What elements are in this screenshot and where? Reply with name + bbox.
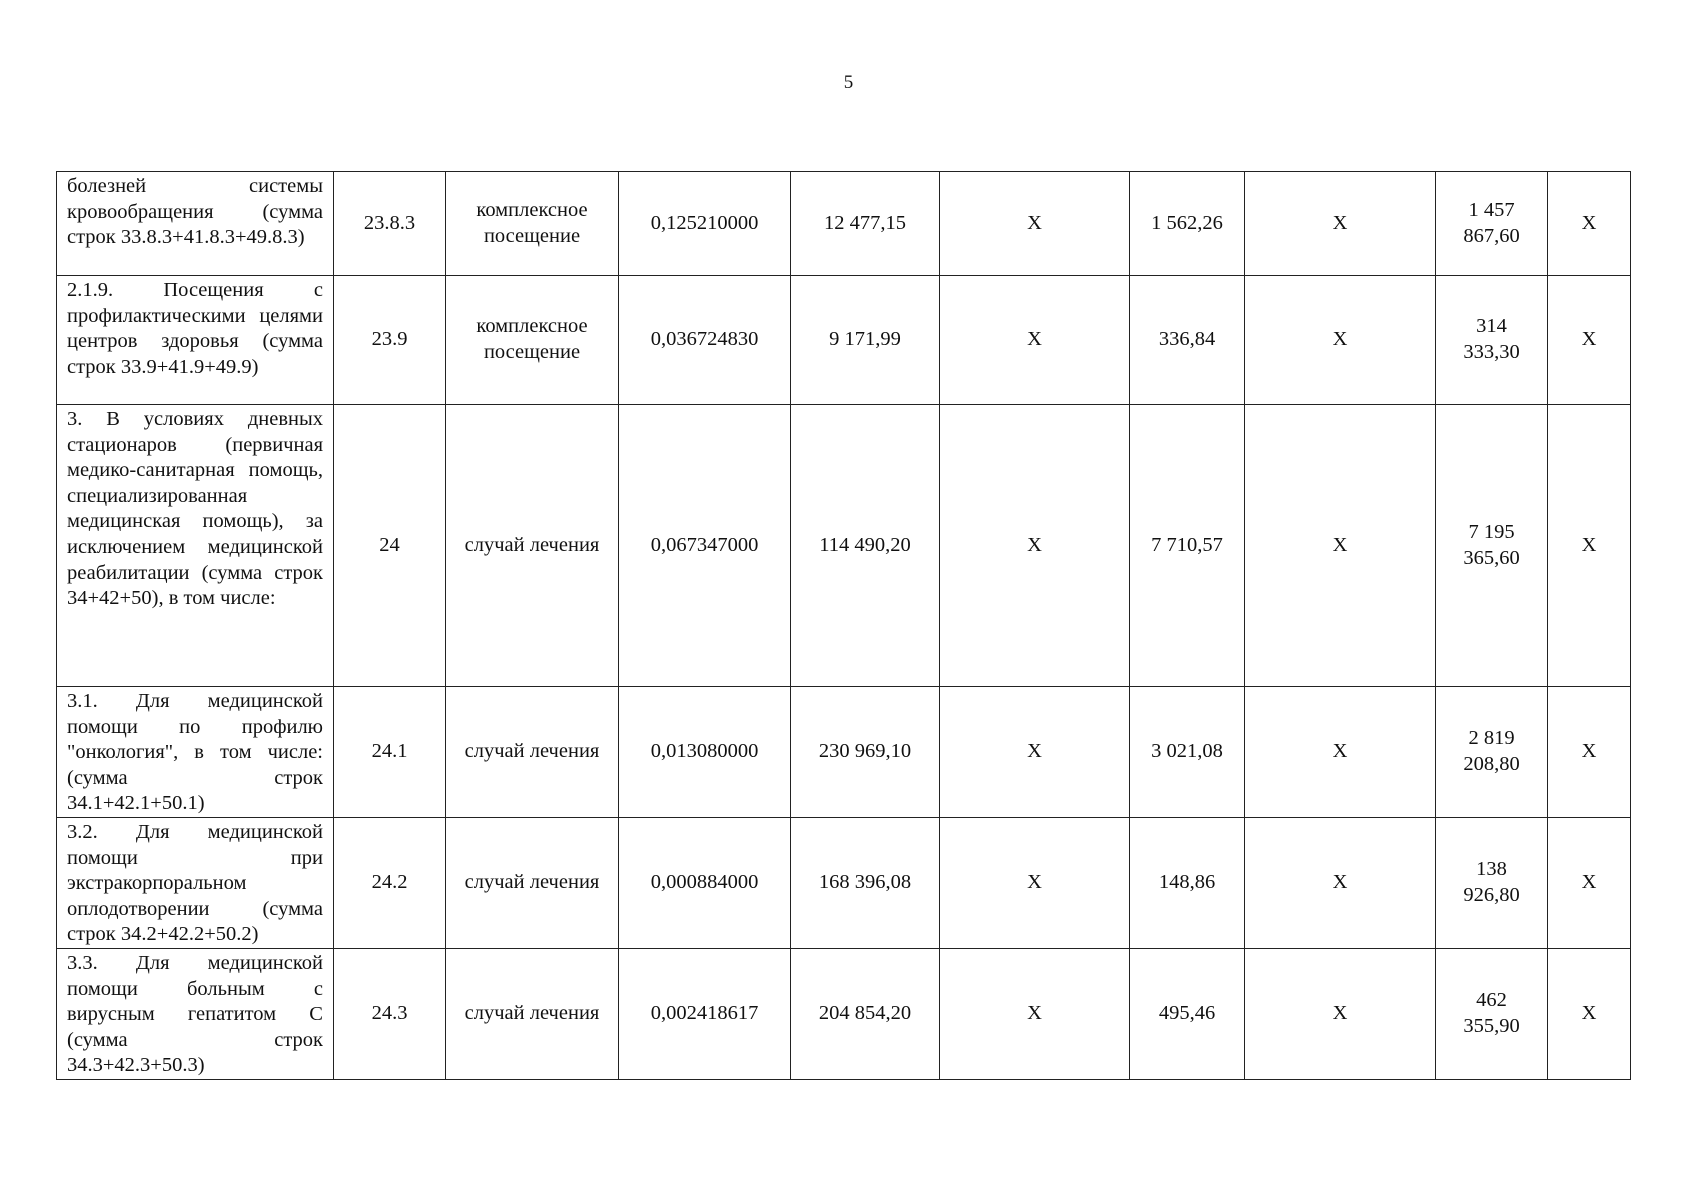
row-cost-cell: 230 969,10 <box>791 687 940 818</box>
row-x-cell: Х <box>1548 405 1631 687</box>
row-x-cell: Х <box>1245 172 1436 276</box>
row-x-cell: Х <box>1245 405 1436 687</box>
row-name-cell: 2.1.9. Посещения с профилактическими целями центров здоровья (сумма строк 33.9+41.9+49.9) <box>57 276 334 405</box>
row-unit-cell: случай лечения <box>446 687 619 818</box>
row-x-cell: Х <box>1245 687 1436 818</box>
row-name-cell: 3.1. Для медицинской помощи по профилю "онкология", в том числе: (сумма строк 34.1+42.1+50.1) <box>57 687 334 818</box>
row-x-cell: Х <box>1245 817 1436 948</box>
row-x-cell: Х <box>1548 172 1631 276</box>
row-code-cell: 24.3 <box>334 948 446 1079</box>
row-x-cell: Х <box>1548 948 1631 1079</box>
row-x-cell: Х <box>940 276 1130 405</box>
funding-table <box>56 171 1631 1080</box>
row-per-capita-cell: 3 021,08 <box>1130 687 1245 818</box>
row-unit-cell: комплексное посещение <box>446 276 619 405</box>
row-code-cell: 23.9 <box>334 276 446 405</box>
row-x-cell: Х <box>1548 276 1631 405</box>
row-name-cell: 3. В условиях дневных стационаров (первичная медико-санитарная помощь, специализированная медицинская помощь), за исключением медицинской реабилитации (сумма строк 34+42+50), в том числе: <box>57 405 334 687</box>
table-row <box>57 817 1631 948</box>
row-x-cell: Х <box>940 687 1130 818</box>
row-unit-cell: случай лечения <box>446 405 619 687</box>
row-code-cell: 24.1 <box>334 687 446 818</box>
row-cost-cell: 9 171,99 <box>791 276 940 405</box>
row-name-cell: 3.3. Для медицинской помощи больным с вирусным гепатитом С (сумма строк 34.3+42.3+50.3) <box>57 948 334 1079</box>
row-cost-cell: 114 490,20 <box>791 405 940 687</box>
page-number: 5 <box>843 72 854 93</box>
row-unit-cell: случай лечения <box>446 817 619 948</box>
row-per-capita-cell: 7 710,57 <box>1130 405 1245 687</box>
table-row <box>57 687 1631 818</box>
row-x-cell: Х <box>1548 687 1631 818</box>
table-row <box>57 948 1631 1079</box>
row-norm-cell: 0,000884000 <box>619 817 791 948</box>
row-total-cell: 314 333,30 <box>1436 276 1548 405</box>
row-name-cell: 3.2. Для медицинской помощи при экстракорпоральном оплодотворении (сумма строк 34.2+42.2+50.2) <box>57 817 334 948</box>
row-x-cell: Х <box>940 948 1130 1079</box>
row-cost-cell: 168 396,08 <box>791 817 940 948</box>
row-per-capita-cell: 148,86 <box>1130 817 1245 948</box>
row-norm-cell: 0,002418617 <box>619 948 791 1079</box>
row-norm-cell: 0,125210000 <box>619 172 791 276</box>
row-code-cell: 24 <box>334 405 446 687</box>
row-norm-cell: 0,067347000 <box>619 405 791 687</box>
row-total-cell: 1 457 867,60 <box>1436 172 1548 276</box>
row-per-capita-cell: 336,84 <box>1130 276 1245 405</box>
row-code-cell: 24.2 <box>334 817 446 948</box>
row-per-capita-cell: 1 562,26 <box>1130 172 1245 276</box>
row-cost-cell: 204 854,20 <box>791 948 940 1079</box>
row-x-cell: Х <box>1245 948 1436 1079</box>
row-x-cell: Х <box>1548 817 1631 948</box>
row-total-cell: 7 195 365,60 <box>1436 405 1548 687</box>
row-code-cell: 23.8.3 <box>334 172 446 276</box>
table-row <box>57 276 1631 405</box>
row-per-capita-cell: 495,46 <box>1130 948 1245 1079</box>
row-unit-cell: комплексное посещение <box>446 172 619 276</box>
table-row <box>57 405 1631 687</box>
row-total-cell: 138 926,80 <box>1436 817 1548 948</box>
row-x-cell: Х <box>940 817 1130 948</box>
row-norm-cell: 0,036724830 <box>619 276 791 405</box>
row-unit-cell: случай лечения <box>446 948 619 1079</box>
row-norm-cell: 0,013080000 <box>619 687 791 818</box>
row-name-cell: болезней системы кровообращения (сумма строк 33.8.3+41.8.3+49.8.3) <box>57 172 334 276</box>
row-x-cell: Х <box>1245 276 1436 405</box>
table-row <box>57 172 1631 276</box>
row-total-cell: 2 819 208,80 <box>1436 687 1548 818</box>
row-x-cell: Х <box>940 405 1130 687</box>
row-total-cell: 462 355,90 <box>1436 948 1548 1079</box>
row-cost-cell: 12 477,15 <box>791 172 940 276</box>
row-x-cell: Х <box>940 172 1130 276</box>
